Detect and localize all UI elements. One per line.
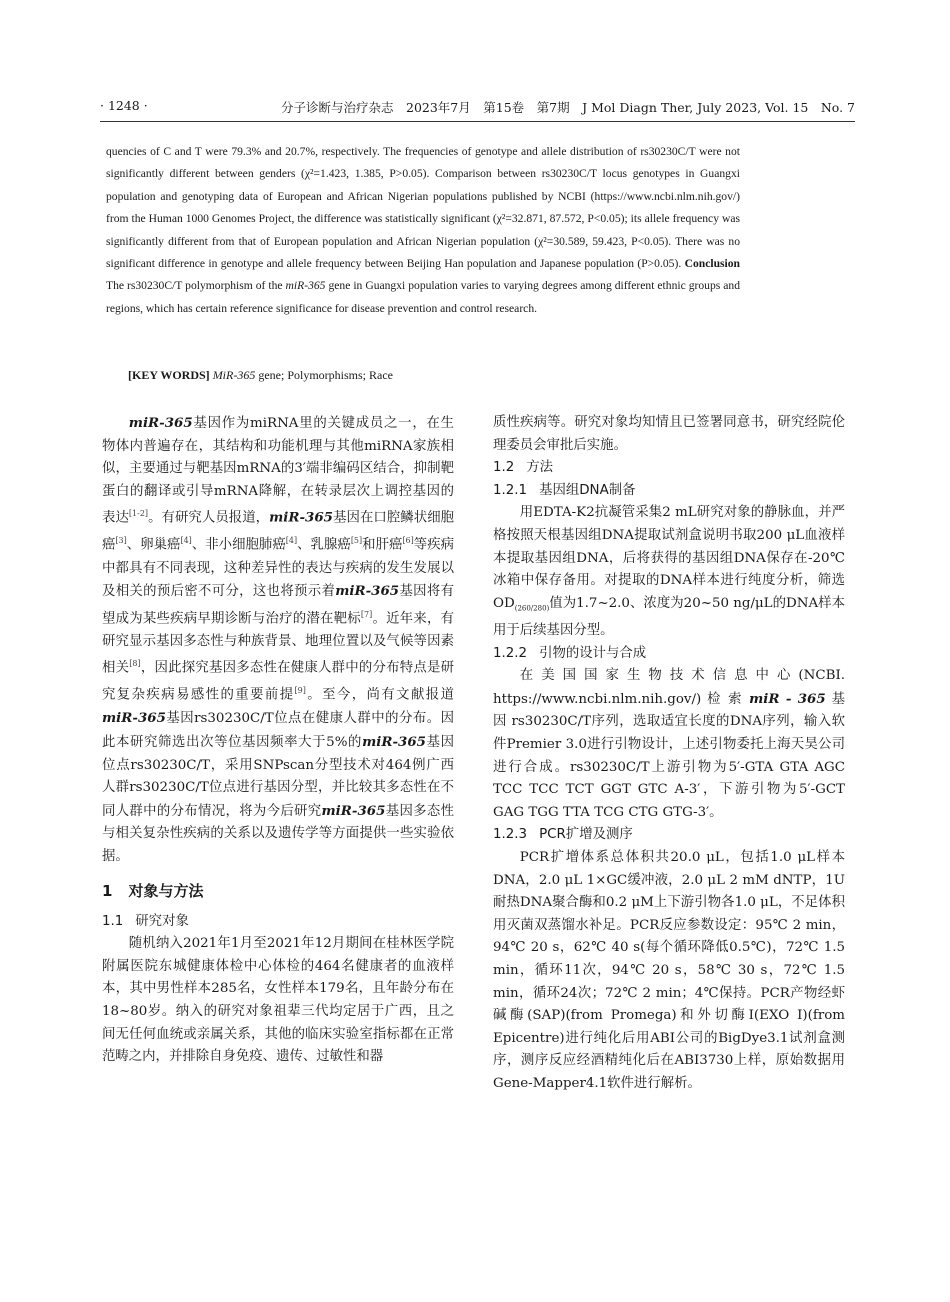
intro-text: 和肝癌 — [362, 537, 403, 553]
running-header — [100, 98, 855, 120]
citation: [8] — [129, 659, 141, 669]
body-text: 用EDTA-K2抗凝管采集2 mL研究对象的静脉血，并严格按照天根基因组DNA提取试剂盒说明书取200 μL血液样本提取基因组DNA，后将获得的基因组DNA保存在-20℃冰箱中保存备用。对提取的DNA样本进行纯度分析，筛选OD — [493, 505, 845, 611]
section-number: 1.2.2 — [493, 645, 528, 661]
citation: [3] — [115, 536, 127, 546]
section-number: 1 — [102, 881, 113, 900]
section-title: PCR扩增及测序 — [539, 827, 633, 843]
citation: [4] — [180, 536, 192, 546]
keywords-gene: MiR-365 — [212, 368, 256, 382]
body-text: 值为1.7~2.0、浓度为20~50 ng/μL的DNA样本用于后续基因分型。 — [493, 595, 845, 639]
section-1-2-3-text: PCR扩增体系总体积共20.0 μL，包括1.0 μL样本DNA，2.0 μL 1×GC缓冲液，2.0 μL 2 mM dNTP，1U耐热DNA聚合酶和0.2 μM上下游引物各1.0 μL，不足体积用灭菌双蒸馏水补足。PCR反应参数设定：95℃ 2 min，94℃ 20 s，62℃ 40 s(每个循环降低0.5℃)，72℃ 1.5 min，循环11次，94℃ 20 s，58℃ 30 s，72℃ 1.5 min，循环24次；72℃ 2 min；4℃保持。PCR产物经虾碱酶(SAP)(from Promega)和外切酶I(EXO I)(from Epicentre)进行纯化后用ABI公司的BigDye3.1试剂盒测序，测序反应经酒精纯化后在ABI3730上样，原始数据用Gene-Mapper4.1软件进行解析。 — [493, 849, 845, 1091]
left-column — [102, 412, 454, 1069]
section-1-1-text: 随机纳入2021年1月至2021年12月期间在桂林医学院附属医院东城健康体检中心体检的464名健康者的血液样本，其中男性样本285名，女性样本179名，且年龄分布在18~80岁。纳入的研究对象祖辈三代均定居于广西，且之间无任何血统或亲属关系，其他的临床实验室指标都在正常范畴之内，并排除自身免疫、遗传、过敏性和器 — [102, 936, 454, 1065]
intro-text: 、卵巢癌 — [126, 537, 181, 553]
intro-text: 、乳腺癌 — [297, 537, 351, 553]
section-1-2-3-heading — [493, 824, 845, 847]
page-number: · 1248 · — [100, 98, 148, 113]
gene-name: miR-365 — [102, 710, 166, 727]
section-title: 研究对象 — [135, 913, 189, 929]
section-title: 方法 — [526, 460, 554, 476]
intro-text: 基因将有望成为某些疾病早期诊断与治疗的潜在靶标 — [102, 584, 454, 627]
section-title: 基因组DNA制备 — [539, 482, 636, 498]
section-number: 1.2.1 — [493, 482, 528, 498]
abstract-text: quencies of C and T were 79.3% and 20.7%, respectively. The frequencies of genotype and allele distribution of rs30230C/T were not significantly different between genders (χ²=1.423, 1.385, P>0.05). Comparison between rs30230C/T locus genotypes in Guangxi population and genotyping data of European and African Nigerian populations published by NCBI (https://www.ncbi.nlm.nih.gov/) from the Human 1000 Genomes Project, the difference was statistically significant (χ²=32.871, 87.572, P<0.05); its allele frequency was significantly different from that of European population and African Nigerian population (χ²=30.589, 59.423, P<0.05). There was no significant difference in genotype and allele frequency between Beijing Han population and Japanese population (P>0.05). — [106, 145, 740, 271]
intro-text: 基因rs30230C/T位点在健康人群中的分布。因此本研究筛选出次等位基因频率大于5%的 — [102, 711, 454, 751]
intro-text: 。至今，尚有文献报道 — [305, 687, 455, 703]
body-text: 基 因 rs30230C/T序列，选取适宜长度的DNA序列，输入软件Premier 3.0进行引物设计，上述引物委托上海天昊公司进行合成。rs30230C/T上游引物为5′-GTA GTA AGC TCC TCC TCT GGT GTC A-3′，下游引物为5′-GCT GAG TGG TTA TCG CTG GTG-3′。 — [493, 691, 846, 820]
citation: [5] — [350, 536, 363, 546]
intro-text: 。有研究人员报道， — [148, 510, 270, 526]
citation: [7] — [360, 609, 373, 619]
gene-name: miR-365 — [269, 509, 334, 526]
citation: [6] — [402, 536, 414, 546]
section-1-2-heading — [493, 457, 845, 480]
section-1-heading — [102, 879, 454, 903]
subscript: (260/280) — [514, 604, 550, 613]
citation: [4] — [285, 536, 298, 546]
section-1-1-heading — [102, 911, 454, 934]
section-number: 1.2.3 — [493, 827, 528, 843]
gene-name: miR-365 — [128, 415, 193, 431]
conclusion-label: Conclusion — [684, 257, 740, 271]
citation: [9] — [294, 686, 306, 696]
intro-text: 、非小细胞肺癌 — [191, 537, 286, 553]
body-text: 在美国国家生物技术信息中心(NCBI. https://www.ncbi.nlm.nih.gov/) 检 索 — [493, 668, 845, 707]
abstract-block — [106, 141, 740, 320]
intro-text: 。近年来，有研究显示基因多态性与种族背景、地理位置以及气候等因素相关 — [102, 611, 455, 676]
gene-name: miR-365 — [362, 734, 426, 751]
keywords-rest: gene; Polymorphisms; Race — [258, 368, 393, 382]
section-title: 引物的设计与合成 — [539, 645, 647, 661]
keywords-label: [KEY WORDS] — [128, 368, 210, 382]
keywords-line — [128, 364, 748, 386]
header-rule — [100, 121, 855, 122]
intro-paragraph — [102, 412, 454, 869]
citation: [1-2] — [128, 509, 149, 519]
gene-name: miR - 365 — [749, 690, 826, 707]
conclusion-gene: miR-365 — [285, 279, 326, 293]
intro-text: 基因作为miRNA里的关键成员之一，在生物体内普遍存在，其结构和功能机理与其他miRNA家族相似，主要通过与靶基因mRNA的3′端非编码区结合，抑制靶蛋白的翻译或引导mRNA降解，在转录层次上调控基因的表达 — [102, 416, 454, 526]
intro-text: 等疾病中都具有不同表现，这种差异性的表达与疾病的发生发展以及相关的预后密不可分，这也将预示着 — [102, 537, 455, 600]
intro-text: 基因多态性与相关复杂性疾病的关系以及遗传学等方面提供一些实验依据。 — [102, 803, 454, 865]
section-1-2-2-heading — [493, 643, 845, 666]
intro-text: 基因位点rs30230C/T，采用SNPscan分型技术对464例广西人群rs30230C/T位点进行基因分型，并比较其多态性在不同人群中的分布情况，将为今后研究 — [102, 735, 454, 819]
section-1-2-1-heading — [493, 480, 845, 503]
section-1-2-2-text — [493, 665, 845, 824]
section-number: 1.2 — [493, 460, 515, 476]
section-1-2-1-text — [493, 502, 845, 642]
continued-text: 质性疾病等。研究对象均知情且已签署同意书，研究经院伦理委员会审批后实施。 — [493, 415, 845, 453]
gene-name: miR-365 — [335, 583, 400, 600]
intro-text: 基因在口腔鳞状细胞癌 — [102, 510, 455, 553]
conclusion-post: gene in Guangxi population varies to varying degrees among different ethnic groups and regions, which has certain reference significance for disease prevention and control research. — [106, 279, 740, 315]
journal-line: 分子诊断与治疗杂志 2023年7月 第15卷 第7期 J Mol Diagn Ther, July 2023, Vol. 15 No. 7 — [281, 100, 855, 115]
intro-text: ，因此探究基因多态性在健康人群中的分布特点是研究复杂疾病易感性的重要前提 — [102, 660, 455, 703]
gene-name: miR-365 — [321, 802, 386, 819]
section-title: 对象与方法 — [128, 881, 204, 900]
conclusion-pre: The rs30230C/T polymorphism of the — [106, 279, 283, 293]
right-column — [493, 412, 845, 1095]
section-number: 1.1 — [102, 913, 124, 929]
